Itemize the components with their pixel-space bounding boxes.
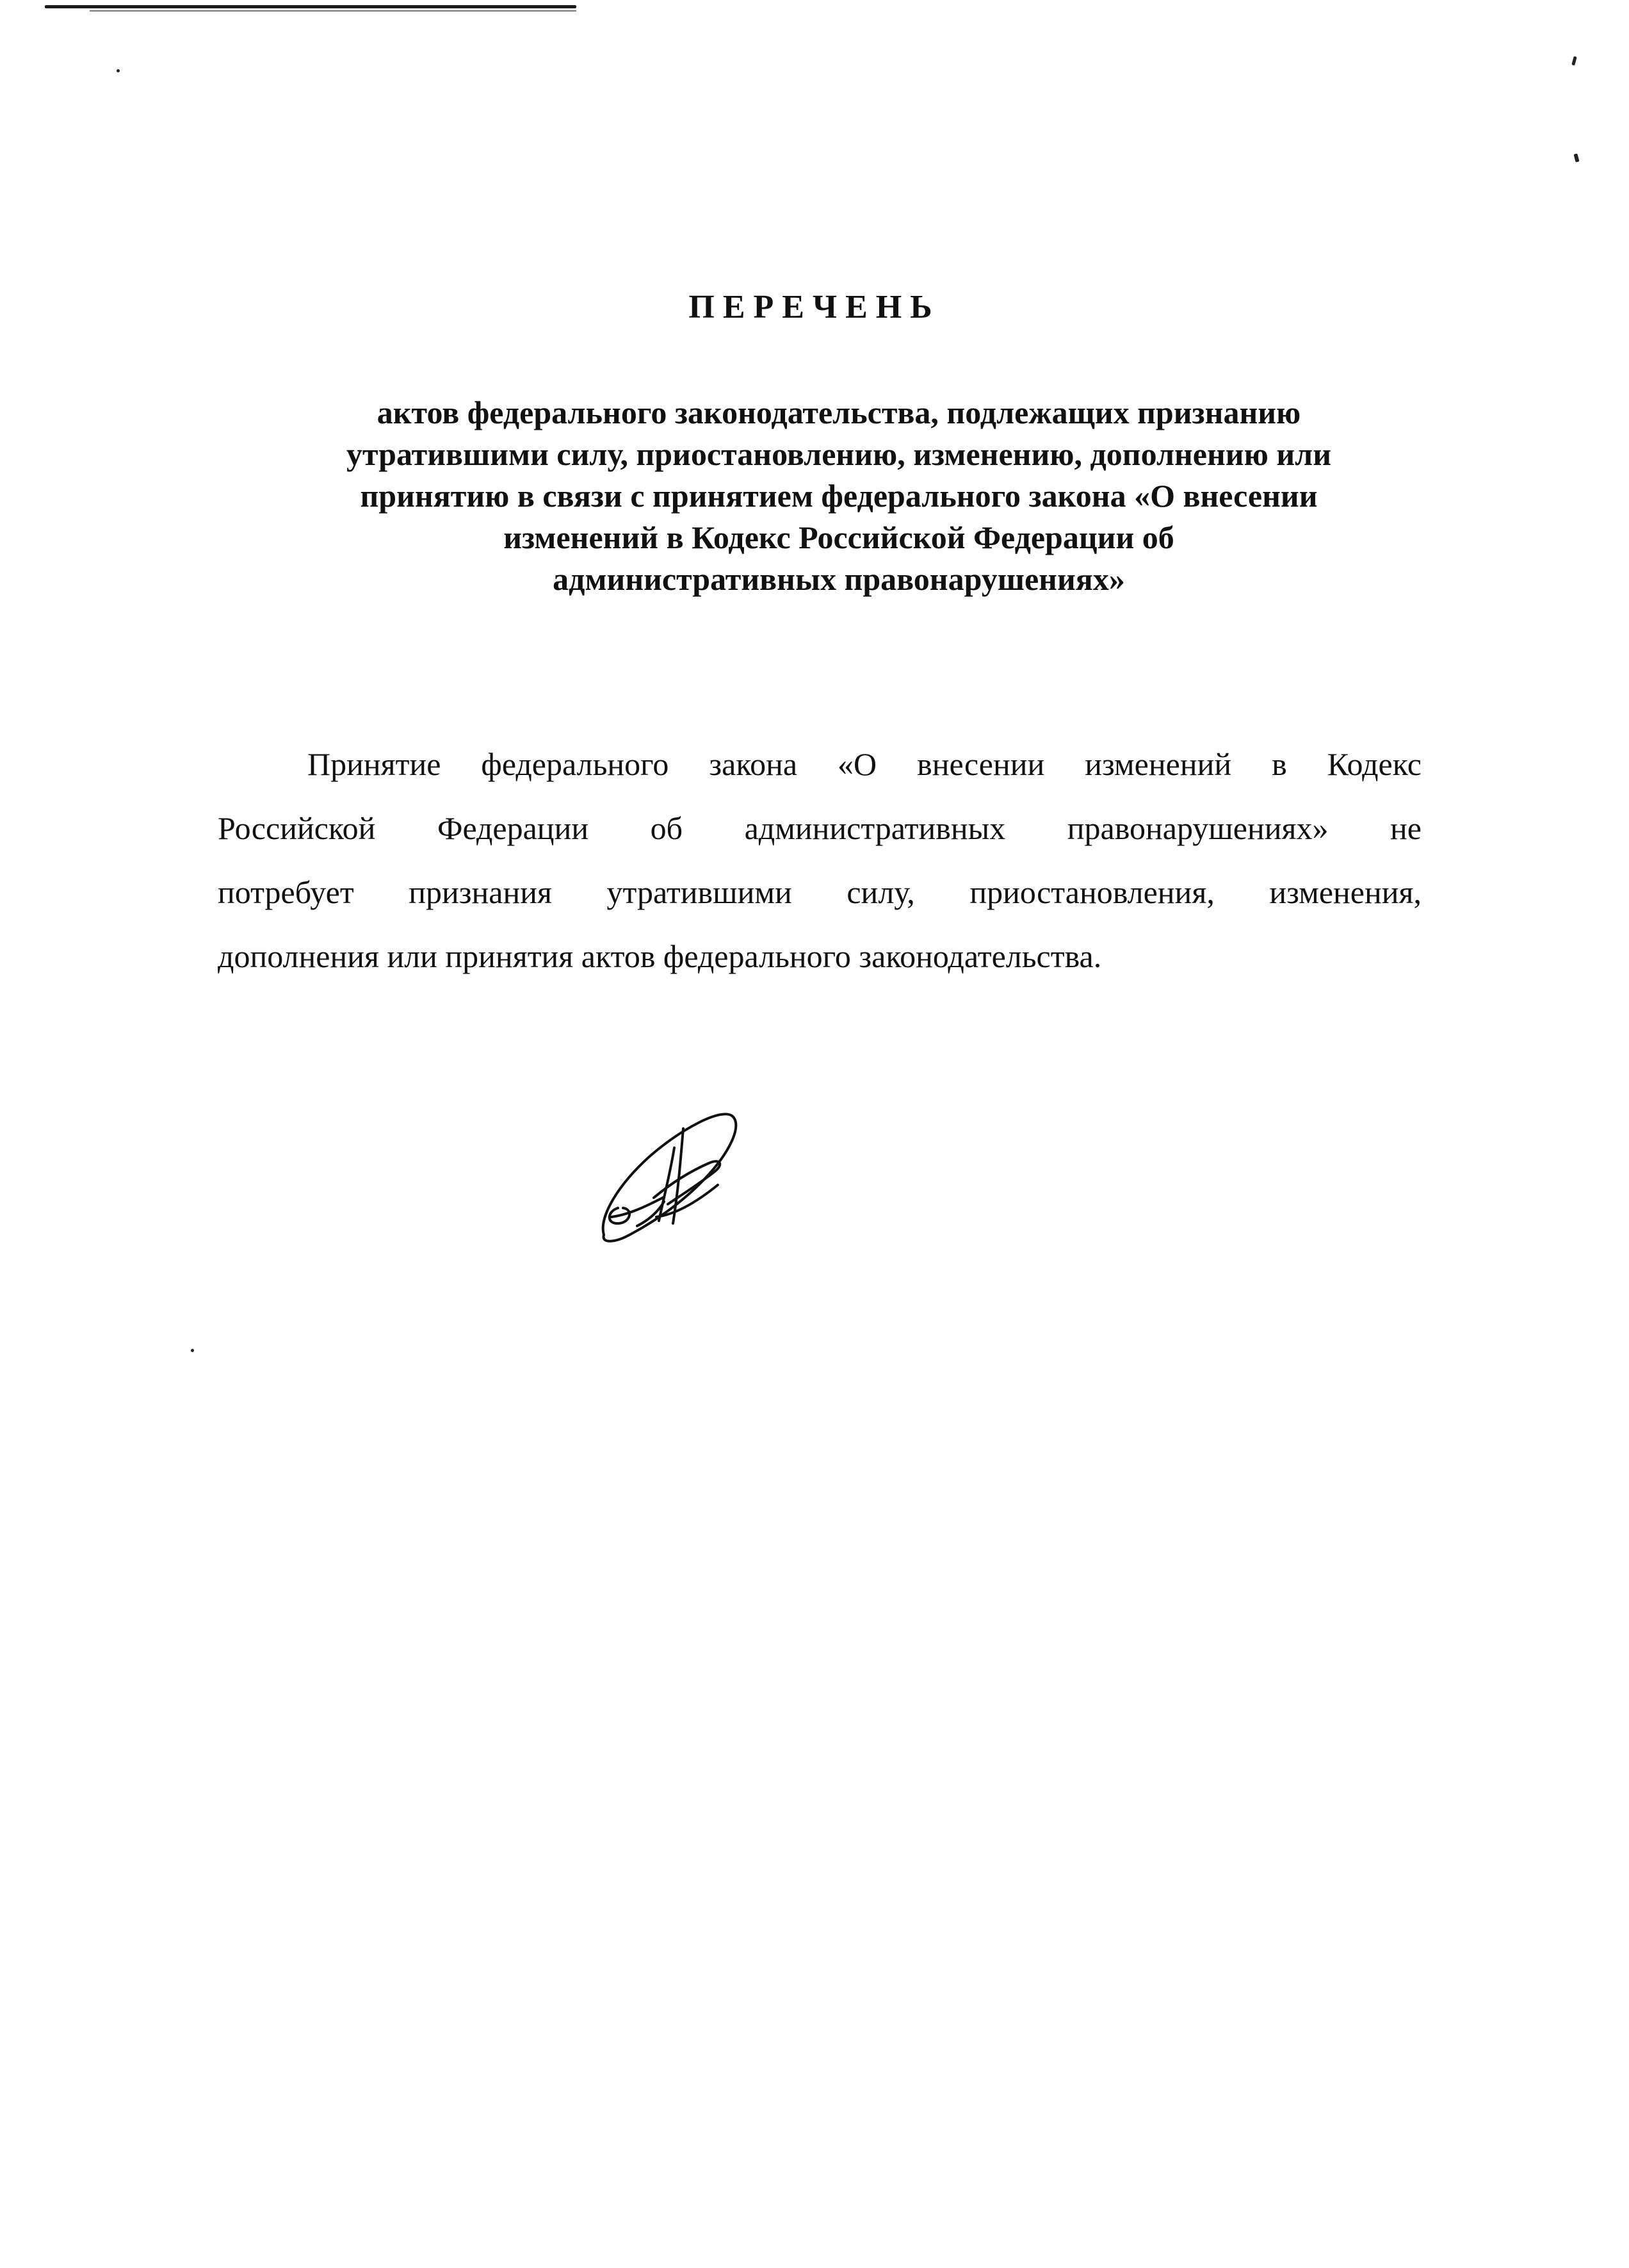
subtitle-line: административных правонарушениях» (553, 561, 1125, 597)
subtitle-line: изменений в Кодекс Российской Федерации об (503, 519, 1174, 555)
body-line: потребует признания утратившими силу, приостановления, изменения, (218, 874, 1422, 910)
scan-artifact-line (45, 5, 576, 8)
scan-speck (191, 1349, 194, 1352)
scan-speck (1573, 153, 1579, 162)
document-body-paragraph (218, 732, 1422, 988)
subtitle-line: принятию в связи с принятием федерального закона «О внесении (360, 478, 1318, 514)
handwritten-signature-icon (592, 1089, 759, 1255)
scan-artifact-line (90, 10, 576, 12)
scan-speck (1571, 56, 1576, 66)
document-subtitle (243, 392, 1434, 600)
subtitle-line: актов федерального законодательства, подлежащих признанию (377, 395, 1301, 430)
scan-speck (117, 69, 120, 72)
document-title: ПЕРЕЧЕНЬ (688, 289, 941, 325)
body-line: Принятие федерального закона «О внесении изменений в Кодекс (307, 746, 1422, 782)
subtitle-line: утратившими силу, приостановлению, изменению, дополнению или (346, 436, 1331, 472)
body-line: Российской Федерации об административных правонарушениях» не (218, 810, 1422, 846)
body-line: дополнения или принятия актов федерального законодательства. (218, 938, 1102, 974)
